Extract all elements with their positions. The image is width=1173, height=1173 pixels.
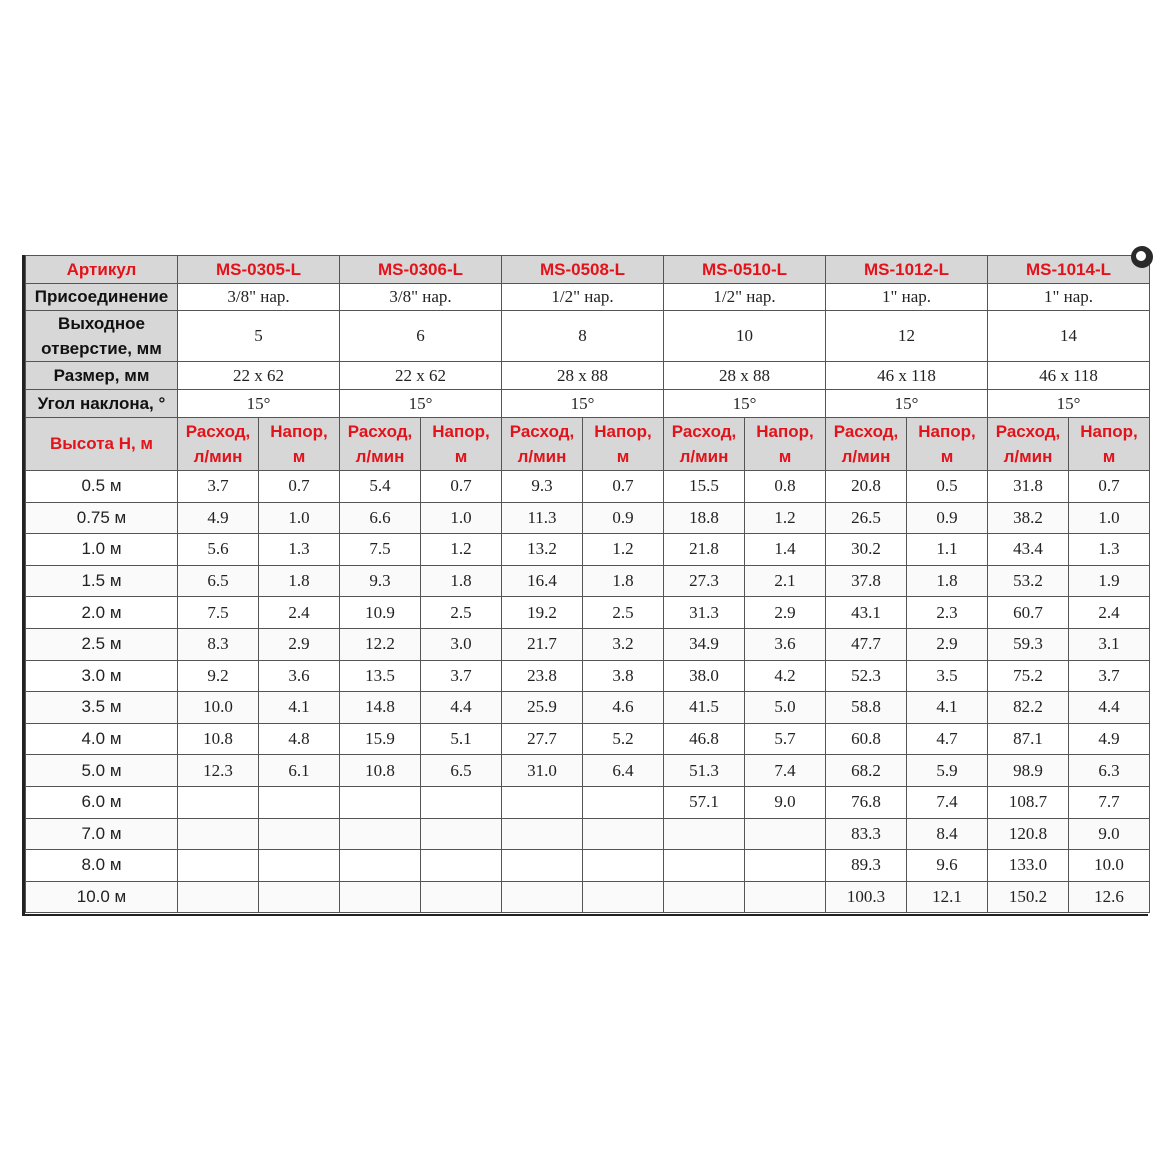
head-value-cell: 9.0 [745, 786, 826, 818]
head-value-cell [259, 786, 340, 818]
model-outlet-cell: 12 [826, 311, 988, 362]
pressure-head-header [259, 418, 340, 471]
model-connection-cell: 3/8" нар. [178, 284, 340, 311]
head-value-cell [259, 818, 340, 850]
model-connection-cell: 1/2" нар. [502, 284, 664, 311]
model-angle-cell: 15° [502, 390, 664, 418]
height-cell: 1.0 м [26, 534, 178, 566]
head-value-cell: 1.3 [1069, 534, 1150, 566]
flow-value-cell [340, 850, 421, 882]
head-value-cell [583, 881, 664, 913]
head-value-cell: 4.7 [907, 723, 988, 755]
height-cell: 0.5 м [26, 471, 178, 503]
outlet-row [26, 311, 1150, 362]
head-value-cell: 3.6 [745, 628, 826, 660]
height-cell: 4.0 м [26, 723, 178, 755]
flow-value-cell: 43.4 [988, 534, 1069, 566]
head-value-cell: 3.2 [583, 628, 664, 660]
head-value-cell: 1.3 [259, 534, 340, 566]
head-value-cell: 1.1 [907, 534, 988, 566]
flow-value-cell: 58.8 [826, 692, 907, 724]
height-cell: 3.0 м [26, 660, 178, 692]
table-row [26, 628, 1150, 660]
flow-rate-header [988, 418, 1069, 471]
model-connection-cell: 1/2" нар. [664, 284, 826, 311]
flow-value-cell: 9.3 [502, 471, 583, 503]
model-angle-cell: 15° [988, 390, 1150, 418]
head-value-cell: 1.4 [745, 534, 826, 566]
flow-rate-header-line2: л/мин [1003, 447, 1053, 466]
head-value-cell [583, 818, 664, 850]
flow-value-cell: 6.5 [178, 565, 259, 597]
flow-value-cell [340, 786, 421, 818]
head-value-cell: 5.2 [583, 723, 664, 755]
head-value-cell: 5.1 [421, 723, 502, 755]
flow-value-cell [502, 818, 583, 850]
flow-value-cell: 150.2 [988, 881, 1069, 913]
head-value-cell: 5.9 [907, 755, 988, 787]
flow-value-cell: 57.1 [664, 786, 745, 818]
head-value-cell: 3.8 [583, 660, 664, 692]
size-row [26, 362, 1150, 390]
head-value-cell: 1.8 [421, 565, 502, 597]
head-value-cell: 1.0 [421, 502, 502, 534]
head-value-cell [259, 850, 340, 882]
height-cell: 8.0 м [26, 850, 178, 882]
flow-rate-header [340, 418, 421, 471]
flow-value-cell: 21.7 [502, 628, 583, 660]
flow-rate-header-line1: Расход, [671, 422, 737, 441]
flow-value-cell: 7.5 [340, 534, 421, 566]
model-outlet-cell: 5 [178, 311, 340, 362]
flow-value-cell [502, 881, 583, 913]
head-value-cell: 0.7 [259, 471, 340, 503]
head-value-cell: 4.1 [907, 692, 988, 724]
head-value-cell: 0.7 [583, 471, 664, 503]
table-row [26, 850, 1150, 882]
head-value-cell: 7.4 [745, 755, 826, 787]
pressure-head-header-line2: м [1102, 447, 1116, 466]
head-value-cell: 0.9 [907, 502, 988, 534]
head-value-cell: 3.7 [421, 660, 502, 692]
model-size-cell: 28 x 88 [664, 362, 826, 390]
flow-value-cell: 31.0 [502, 755, 583, 787]
model-article-cell: MS-1012-L [826, 256, 988, 284]
pressure-head-header-line2: м [292, 447, 306, 466]
table-row [26, 755, 1150, 787]
head-value-cell: 3.1 [1069, 628, 1150, 660]
head-value-cell: 8.4 [907, 818, 988, 850]
head-value-cell: 0.8 [745, 471, 826, 503]
table-row [26, 881, 1150, 913]
flow-value-cell: 18.8 [664, 502, 745, 534]
flow-value-cell: 53.2 [988, 565, 1069, 597]
height-label: Высота Н, м [26, 418, 178, 471]
flow-value-cell: 20.8 [826, 471, 907, 503]
head-value-cell: 2.1 [745, 565, 826, 597]
model-connection-cell: 1" нар. [826, 284, 988, 311]
model-angle-cell: 15° [826, 390, 988, 418]
head-value-cell: 4.9 [1069, 723, 1150, 755]
flow-value-cell: 43.1 [826, 597, 907, 629]
flow-rate-header-line1: Расход, [833, 422, 899, 441]
head-value-cell: 2.9 [745, 597, 826, 629]
flow-value-cell: 13.5 [340, 660, 421, 692]
flow-value-cell [502, 850, 583, 882]
flow-rate-header-line2: л/мин [355, 447, 405, 466]
flow-rate-header-line1: Расход, [185, 422, 251, 441]
pressure-head-header-line1: Напор, [918, 422, 976, 441]
flow-rate-header-line2: л/мин [517, 447, 567, 466]
pressure-head-header-line1: Напор, [432, 422, 490, 441]
pressure-head-header-line2: м [616, 447, 630, 466]
head-value-cell: 2.5 [421, 597, 502, 629]
head-value-cell: 1.8 [583, 565, 664, 597]
head-value-cell: 6.5 [421, 755, 502, 787]
pressure-head-header-line1: Напор, [1080, 422, 1138, 441]
outlet-label-line1: Выходное [58, 314, 145, 333]
flow-value-cell: 14.8 [340, 692, 421, 724]
flow-value-cell: 6.6 [340, 502, 421, 534]
head-value-cell: 7.7 [1069, 786, 1150, 818]
head-value-cell: 2.9 [259, 628, 340, 660]
height-cell: 2.0 м [26, 597, 178, 629]
pressure-head-header [907, 418, 988, 471]
flow-value-cell: 87.1 [988, 723, 1069, 755]
article-row [26, 256, 1150, 284]
flow-value-cell: 30.2 [826, 534, 907, 566]
spec-table-container [22, 255, 1148, 916]
spec-table [25, 255, 1150, 913]
head-value-cell: 2.4 [259, 597, 340, 629]
flow-value-cell: 5.4 [340, 471, 421, 503]
pressure-head-header [1069, 418, 1150, 471]
table-row [26, 565, 1150, 597]
model-article-cell: MS-0305-L [178, 256, 340, 284]
flow-value-cell: 19.2 [502, 597, 583, 629]
flow-value-cell: 12.3 [178, 755, 259, 787]
flow-value-cell: 47.7 [826, 628, 907, 660]
head-value-cell: 4.1 [259, 692, 340, 724]
head-value-cell: 6.1 [259, 755, 340, 787]
flow-value-cell: 68.2 [826, 755, 907, 787]
height-cell: 0.75 м [26, 502, 178, 534]
pressure-head-header-line1: Напор, [270, 422, 328, 441]
flow-rate-header-line2: л/мин [679, 447, 729, 466]
flow-value-cell: 41.5 [664, 692, 745, 724]
angle-label: Угол наклона, ° [26, 390, 178, 418]
flow-value-cell [664, 850, 745, 882]
flow-value-cell [178, 786, 259, 818]
table-row [26, 723, 1150, 755]
height-cell: 1.5 м [26, 565, 178, 597]
pressure-head-header-line2: м [778, 447, 792, 466]
head-value-cell [583, 786, 664, 818]
flow-value-cell [178, 881, 259, 913]
head-value-cell: 0.9 [583, 502, 664, 534]
head-value-cell: 1.9 [1069, 565, 1150, 597]
head-value-cell [259, 881, 340, 913]
height-cell: 6.0 м [26, 786, 178, 818]
table-row [26, 471, 1150, 503]
outlet-label-line2: отверстие, мм [41, 339, 162, 358]
article-label: Артикул [26, 256, 178, 284]
flow-value-cell: 13.2 [502, 534, 583, 566]
pressure-head-header-line2: м [940, 447, 954, 466]
flow-value-cell: 31.3 [664, 597, 745, 629]
flow-value-cell: 8.3 [178, 628, 259, 660]
model-outlet-cell: 10 [664, 311, 826, 362]
table-row [26, 534, 1150, 566]
pressure-head-header [583, 418, 664, 471]
head-value-cell: 1.8 [907, 565, 988, 597]
flow-value-cell: 3.7 [178, 471, 259, 503]
flow-value-cell: 10.8 [340, 755, 421, 787]
head-value-cell [745, 818, 826, 850]
flow-value-cell: 15.9 [340, 723, 421, 755]
flow-value-cell: 12.2 [340, 628, 421, 660]
flow-value-cell: 15.5 [664, 471, 745, 503]
head-value-cell: 4.4 [1069, 692, 1150, 724]
height-cell: 3.5 м [26, 692, 178, 724]
flow-value-cell: 10.9 [340, 597, 421, 629]
head-value-cell: 7.4 [907, 786, 988, 818]
flow-value-cell: 34.9 [664, 628, 745, 660]
table-row [26, 660, 1150, 692]
height-cell: 2.5 м [26, 628, 178, 660]
flow-value-cell: 38.0 [664, 660, 745, 692]
head-value-cell: 9.6 [907, 850, 988, 882]
pressure-head-header-line1: Напор, [756, 422, 814, 441]
head-value-cell: 4.4 [421, 692, 502, 724]
flow-value-cell: 98.9 [988, 755, 1069, 787]
table-row [26, 597, 1150, 629]
head-value-cell: 3.7 [1069, 660, 1150, 692]
head-value-cell: 10.0 [1069, 850, 1150, 882]
head-value-cell: 4.8 [259, 723, 340, 755]
connection-row [26, 284, 1150, 311]
flow-value-cell: 133.0 [988, 850, 1069, 882]
head-value-cell: 3.5 [907, 660, 988, 692]
head-value-cell: 1.2 [745, 502, 826, 534]
head-value-cell [421, 850, 502, 882]
flow-value-cell: 82.2 [988, 692, 1069, 724]
corner-badge-icon [1131, 246, 1153, 268]
height-cell: 5.0 м [26, 755, 178, 787]
flow-value-cell [502, 786, 583, 818]
flow-value-cell [340, 881, 421, 913]
flow-value-cell [340, 818, 421, 850]
flow-value-cell: 9.3 [340, 565, 421, 597]
flow-value-cell [178, 818, 259, 850]
model-angle-cell: 15° [664, 390, 826, 418]
table-row [26, 692, 1150, 724]
flow-value-cell [664, 881, 745, 913]
head-value-cell [583, 850, 664, 882]
model-outlet-cell: 14 [988, 311, 1150, 362]
pressure-head-header [421, 418, 502, 471]
model-angle-cell: 15° [178, 390, 340, 418]
flow-value-cell: 31.8 [988, 471, 1069, 503]
head-value-cell: 12.6 [1069, 881, 1150, 913]
head-value-cell: 12.1 [907, 881, 988, 913]
flow-value-cell: 10.0 [178, 692, 259, 724]
model-article-cell: MS-0510-L [664, 256, 826, 284]
flow-value-cell: 37.8 [826, 565, 907, 597]
flow-rate-header [502, 418, 583, 471]
subheader-row [26, 418, 1150, 471]
model-size-cell: 28 x 88 [502, 362, 664, 390]
flow-value-cell: 60.8 [826, 723, 907, 755]
flow-value-cell: 52.3 [826, 660, 907, 692]
flow-value-cell: 100.3 [826, 881, 907, 913]
flow-value-cell: 26.5 [826, 502, 907, 534]
head-value-cell: 4.6 [583, 692, 664, 724]
head-value-cell [745, 881, 826, 913]
head-value-cell: 1.8 [259, 565, 340, 597]
head-value-cell: 6.4 [583, 755, 664, 787]
flow-value-cell: 51.3 [664, 755, 745, 787]
head-value-cell: 2.3 [907, 597, 988, 629]
model-size-cell: 22 x 62 [178, 362, 340, 390]
model-connection-cell: 3/8" нар. [340, 284, 502, 311]
head-value-cell: 2.4 [1069, 597, 1150, 629]
head-value-cell [421, 881, 502, 913]
flow-value-cell: 9.2 [178, 660, 259, 692]
model-article-cell: MS-1014-L [988, 256, 1150, 284]
flow-value-cell: 10.8 [178, 723, 259, 755]
height-cell: 7.0 м [26, 818, 178, 850]
outlet-label [26, 311, 178, 362]
flow-value-cell: 23.8 [502, 660, 583, 692]
flow-rate-header-line1: Расход, [509, 422, 575, 441]
head-value-cell: 3.6 [259, 660, 340, 692]
head-value-cell: 2.5 [583, 597, 664, 629]
table-row [26, 818, 1150, 850]
flow-rate-header [178, 418, 259, 471]
head-value-cell: 6.3 [1069, 755, 1150, 787]
model-outlet-cell: 6 [340, 311, 502, 362]
flow-rate-header [826, 418, 907, 471]
head-value-cell: 0.5 [907, 471, 988, 503]
table-row [26, 786, 1150, 818]
head-value-cell: 1.2 [421, 534, 502, 566]
flow-value-cell: 75.2 [988, 660, 1069, 692]
flow-value-cell: 76.8 [826, 786, 907, 818]
pressure-head-header-line1: Напор, [594, 422, 652, 441]
model-article-cell: MS-0508-L [502, 256, 664, 284]
flow-value-cell: 7.5 [178, 597, 259, 629]
head-value-cell: 2.9 [907, 628, 988, 660]
head-value-cell [745, 850, 826, 882]
flow-value-cell: 21.8 [664, 534, 745, 566]
flow-rate-header-line2: л/мин [841, 447, 891, 466]
connection-label: Присоединение [26, 284, 178, 311]
flow-rate-header [664, 418, 745, 471]
flow-value-cell: 83.3 [826, 818, 907, 850]
head-value-cell: 9.0 [1069, 818, 1150, 850]
head-value-cell: 1.2 [583, 534, 664, 566]
flow-value-cell: 11.3 [502, 502, 583, 534]
flow-value-cell: 25.9 [502, 692, 583, 724]
head-value-cell: 0.7 [1069, 471, 1150, 503]
head-value-cell: 1.0 [259, 502, 340, 534]
head-value-cell: 0.7 [421, 471, 502, 503]
pressure-head-header [745, 418, 826, 471]
flow-value-cell [178, 850, 259, 882]
model-outlet-cell: 8 [502, 311, 664, 362]
flow-value-cell: 59.3 [988, 628, 1069, 660]
size-label: Размер, мм [26, 362, 178, 390]
table-row [26, 502, 1150, 534]
flow-value-cell: 60.7 [988, 597, 1069, 629]
head-value-cell: 1.0 [1069, 502, 1150, 534]
flow-value-cell: 38.2 [988, 502, 1069, 534]
flow-value-cell: 27.3 [664, 565, 745, 597]
head-value-cell: 5.7 [745, 723, 826, 755]
flow-rate-header-line2: л/мин [193, 447, 243, 466]
flow-value-cell [664, 818, 745, 850]
model-size-cell: 46 x 118 [988, 362, 1150, 390]
flow-value-cell: 89.3 [826, 850, 907, 882]
head-value-cell: 3.0 [421, 628, 502, 660]
flow-value-cell: 16.4 [502, 565, 583, 597]
flow-value-cell: 120.8 [988, 818, 1069, 850]
flow-value-cell: 27.7 [502, 723, 583, 755]
angle-row [26, 390, 1150, 418]
head-value-cell: 4.2 [745, 660, 826, 692]
height-cell: 10.0 м [26, 881, 178, 913]
head-value-cell [421, 786, 502, 818]
model-size-cell: 22 x 62 [340, 362, 502, 390]
head-value-cell [421, 818, 502, 850]
flow-rate-header-line1: Расход, [995, 422, 1061, 441]
flow-value-cell: 46.8 [664, 723, 745, 755]
head-value-cell: 5.0 [745, 692, 826, 724]
model-size-cell: 46 x 118 [826, 362, 988, 390]
flow-value-cell: 108.7 [988, 786, 1069, 818]
model-connection-cell: 1" нар. [988, 284, 1150, 311]
flow-value-cell: 4.9 [178, 502, 259, 534]
model-article-cell: MS-0306-L [340, 256, 502, 284]
model-angle-cell: 15° [340, 390, 502, 418]
flow-rate-header-line1: Расход, [347, 422, 413, 441]
pressure-head-header-line2: м [454, 447, 468, 466]
flow-value-cell: 5.6 [178, 534, 259, 566]
